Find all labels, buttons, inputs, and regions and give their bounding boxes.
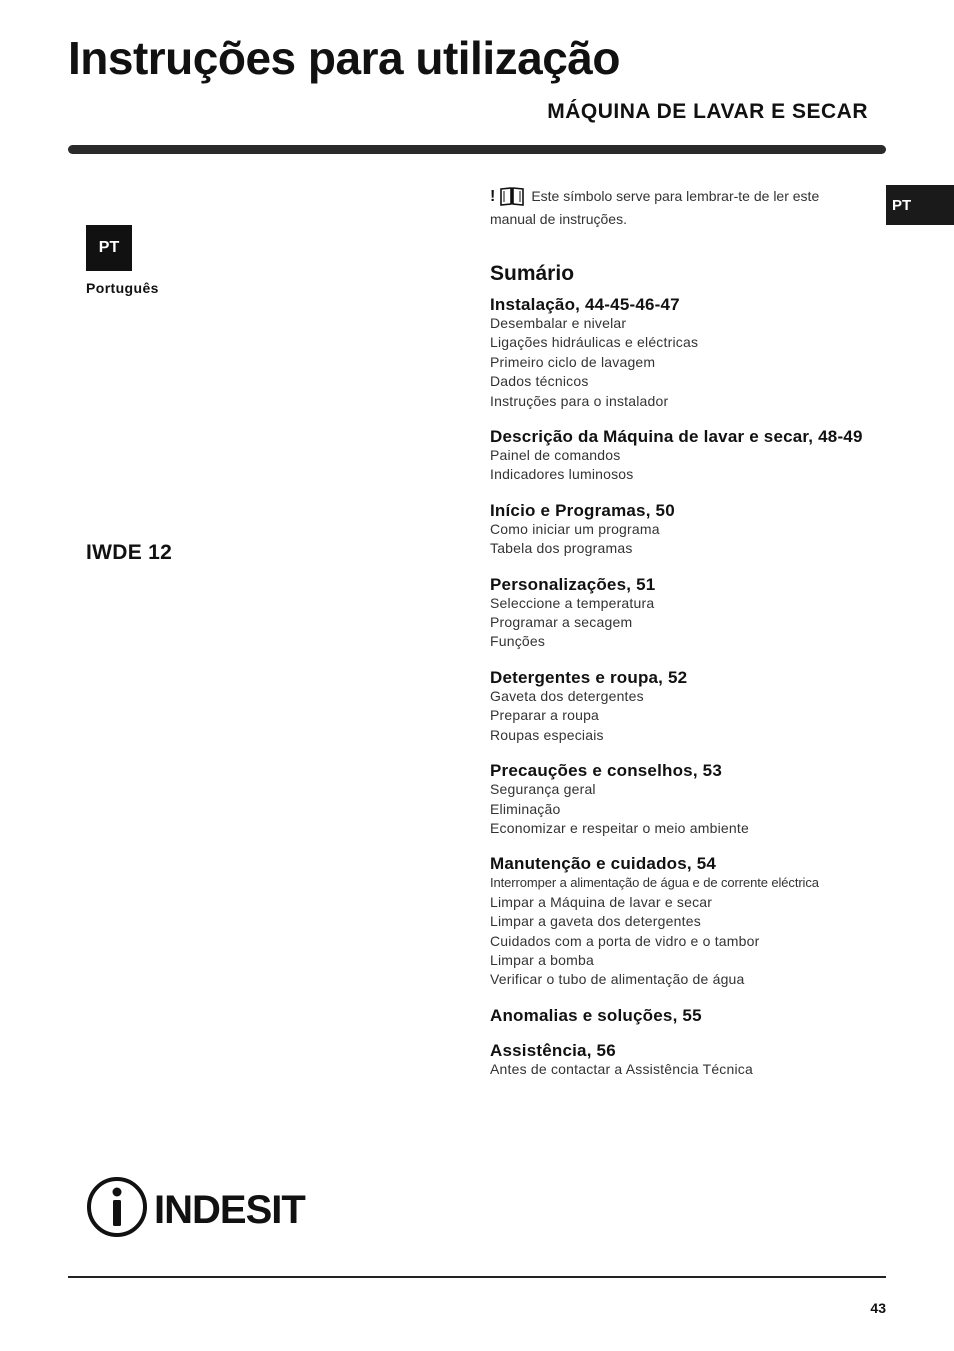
toc-item: Segurança geral	[490, 781, 596, 798]
toc-section-title: Assistência, 56	[490, 1040, 616, 1060]
toc-section	[490, 1041, 880, 1079]
toc-item-list	[490, 1060, 880, 1079]
toc-item: Indicadores luminosos	[490, 466, 634, 483]
toc-item: Primeiro ciclo de lavagem	[490, 353, 656, 370]
toc-section-title: Manutenção e cuidados, 54	[490, 854, 717, 874]
toc-item-list	[490, 873, 880, 989]
toc-item: Verificar o tubo de alimentação de água	[490, 971, 745, 988]
indesit-logo	[86, 1176, 316, 1238]
document-subtitle: MÁQUINA DE LAVAR E SECAR	[547, 100, 868, 123]
toc-item-list	[490, 687, 880, 745]
logo-wordmark: INDESIT	[154, 1188, 305, 1232]
toc-item: Economizar e respeitar o meio ambiente	[490, 819, 749, 836]
toc-item: Seleccione a temperatura	[490, 594, 655, 611]
read-manual-notice	[490, 185, 866, 231]
page-title: Instruções para utilização	[68, 32, 620, 84]
notice-text: Este símbolo serve para lembrar-te de ler este manual de instruções.	[490, 188, 820, 227]
toc-section	[490, 668, 880, 745]
model-name: IWDE 12	[86, 541, 173, 564]
language-code-badge: PT	[86, 225, 132, 271]
language-name: Português	[86, 280, 159, 296]
bottom-divider	[68, 1276, 886, 1278]
toc-item: Antes de contactar a Assistência Técnica	[490, 1060, 753, 1077]
language-side-tab: PT	[886, 185, 954, 225]
toc-section	[490, 575, 880, 652]
toc-section-title: Detergentes e roupa, 52	[490, 667, 688, 687]
toc-item: Programar a secagem	[490, 614, 633, 631]
top-divider	[68, 145, 886, 154]
toc-item: Funções	[490, 633, 546, 650]
toc-sections	[490, 295, 880, 1079]
toc-section-title: Personalizações, 51	[490, 574, 656, 594]
toc-item-list	[490, 520, 880, 559]
page-number: 43	[870, 1300, 886, 1316]
toc-item: Eliminação	[490, 800, 561, 817]
toc-section	[490, 427, 880, 485]
toc-section-title: Instalação, 44-45-46-47	[490, 295, 680, 314]
notice-exclamation: !	[490, 188, 496, 205]
toc-section-title: Anomalias e soluções, 55	[490, 1005, 702, 1025]
toc-item-list	[490, 314, 880, 411]
toc-item: Tabela dos programas	[490, 540, 633, 557]
toc-item: Preparar a roupa	[490, 707, 600, 724]
toc-item: Cuidados com a porta de vidro e o tambor	[490, 932, 760, 949]
toc-item: Limpar a bomba	[490, 951, 594, 968]
toc-item: Gaveta dos detergentes	[490, 687, 644, 704]
toc-heading: Sumário	[490, 262, 575, 285]
toc-item: Painel de comandos	[490, 447, 621, 464]
toc-section	[490, 1006, 880, 1025]
toc-item-list	[490, 446, 880, 485]
toc-item-list	[490, 594, 880, 652]
toc-item-list	[490, 780, 880, 838]
table-of-contents	[490, 261, 880, 1095]
toc-section	[490, 761, 880, 838]
book-icon	[499, 186, 525, 206]
toc-item: Instruções para o instalador	[490, 392, 669, 409]
toc-section	[490, 854, 880, 989]
toc-item: Limpar a Máquina de lavar e secar	[490, 893, 713, 910]
toc-section-title: Precauções e conselhos, 53	[490, 761, 722, 781]
toc-item: Ligações hidráulicas e eléctricas	[490, 334, 699, 351]
toc-item: Interromper a alimentação de água e de corrente eléctrica	[490, 875, 819, 891]
toc-section-title: Início e Programas, 50	[490, 500, 675, 520]
toc-item: Roupas especiais	[490, 726, 604, 743]
toc-item: Desembalar e nivelar	[490, 315, 627, 331]
toc-section	[490, 295, 880, 411]
toc-section	[490, 501, 880, 559]
toc-item: Limpar a gaveta dos detergentes	[490, 913, 701, 930]
toc-section-title: Descrição da Máquina de lavar e secar, 48-49	[490, 427, 863, 447]
toc-item: Dados técnicos	[490, 373, 589, 390]
toc-item: Como iniciar um programa	[490, 520, 660, 537]
